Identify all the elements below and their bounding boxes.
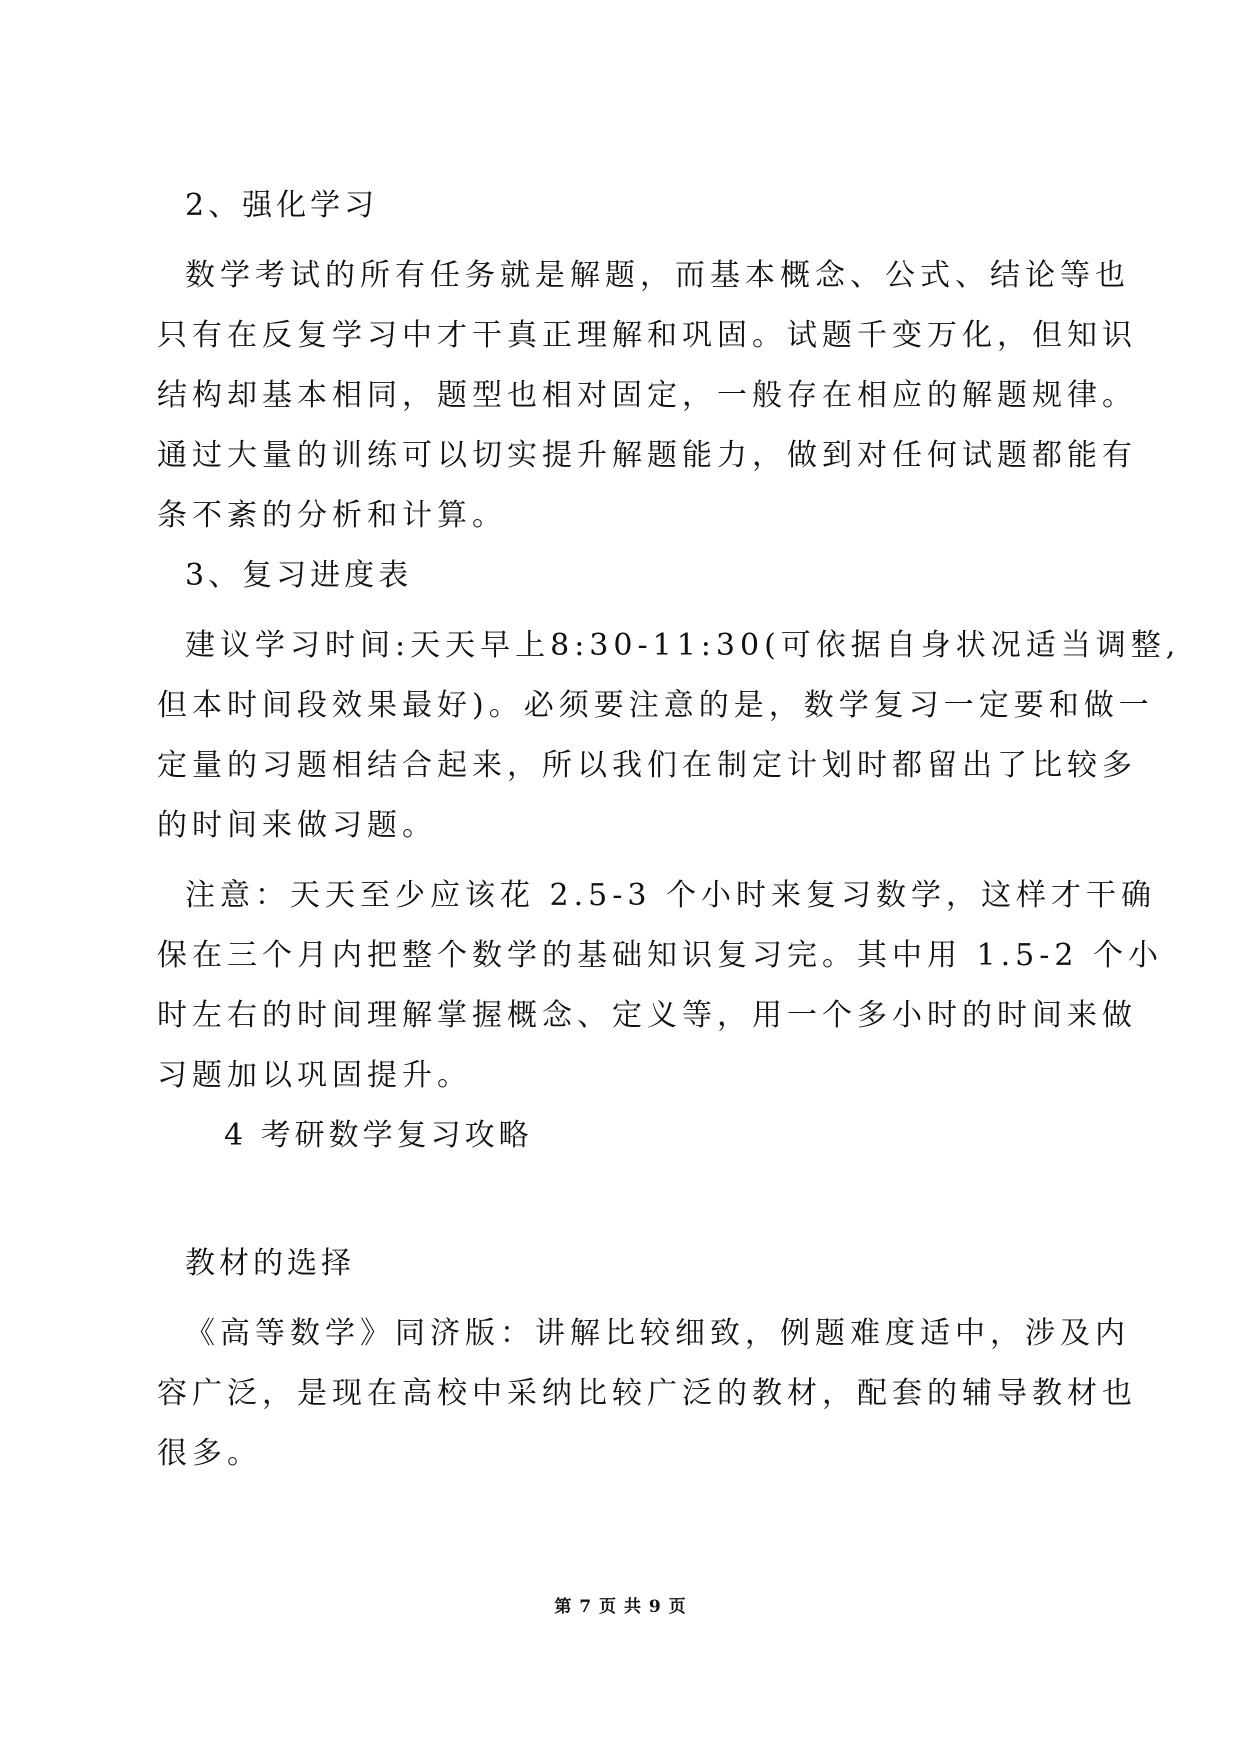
paragraph-line: 很多。 [157,1436,262,1471]
spacer [157,856,1087,866]
section-heading-4: 4 考研数学复习攻略 [224,1118,533,1153]
paragraph-line: 的时间来做习题。 [157,808,437,843]
paragraph-line: 定量的习题相结合起来，所以我们在制定计划时都留出了比较多 [157,748,1137,783]
spacer [157,236,1087,246]
paragraph-line: 容广泛，是现在高校中采纳比较广泛的教材，配套的辅导教材也 [157,1376,1137,1411]
paragraph-line: 但本时间段效果最好)。必须要注意的是，数学复习一定要和做一 [157,688,1154,723]
paragraph-line: 《高等数学》同济版：讲解比较细致，例题难度适中，涉及内 [185,1316,1130,1351]
paragraph-line: 时左右的时间理解掌握概念、定义等，用一个多小时的时间来做 [157,998,1137,1033]
paragraph-line: 习题加以巩固提升。 [157,1058,472,1093]
section-heading-2: 2、强化学习 [185,188,379,223]
page-number-footer: 第 7 页 共 9 页 [554,1597,687,1617]
paragraph-line: 数学考试的所有任务就是解题，而基本概念、公式、结论等也 [185,258,1130,293]
paragraph-line: 建议学习时间:天天早上8:30-11:30(可依据自身状况适当调整, [185,628,1181,663]
paragraph-line: 结构却基本相同，题型也相对固定，一般存在相应的解题规律。 [157,378,1137,413]
section-heading-3: 3、复习进度表 [185,558,413,593]
subheading-textbook: 教材的选择 [185,1246,355,1281]
spacer [157,1294,1087,1304]
paragraph-line: 只有在反复学习中才干真正理解和巩固。试题千变万化，但知识 [157,318,1137,353]
document-body [157,176,1181,1484]
spacer [157,606,1087,616]
paragraph-line: 保在三个月内把整个数学的基础知识复习完。其中用 1.5-2 个小 [157,938,1164,973]
paragraph-line: 条不紊的分析和计算。 [157,498,507,533]
spacer [157,1166,1087,1234]
paragraph-line: 注意：天天至少应该花 2.5-3 个小时来复习数学，这样才干确 [185,878,1157,913]
paragraph-line: 通过大量的训练可以切实提升解题能力，做到对任何试题都能有 [157,438,1137,473]
